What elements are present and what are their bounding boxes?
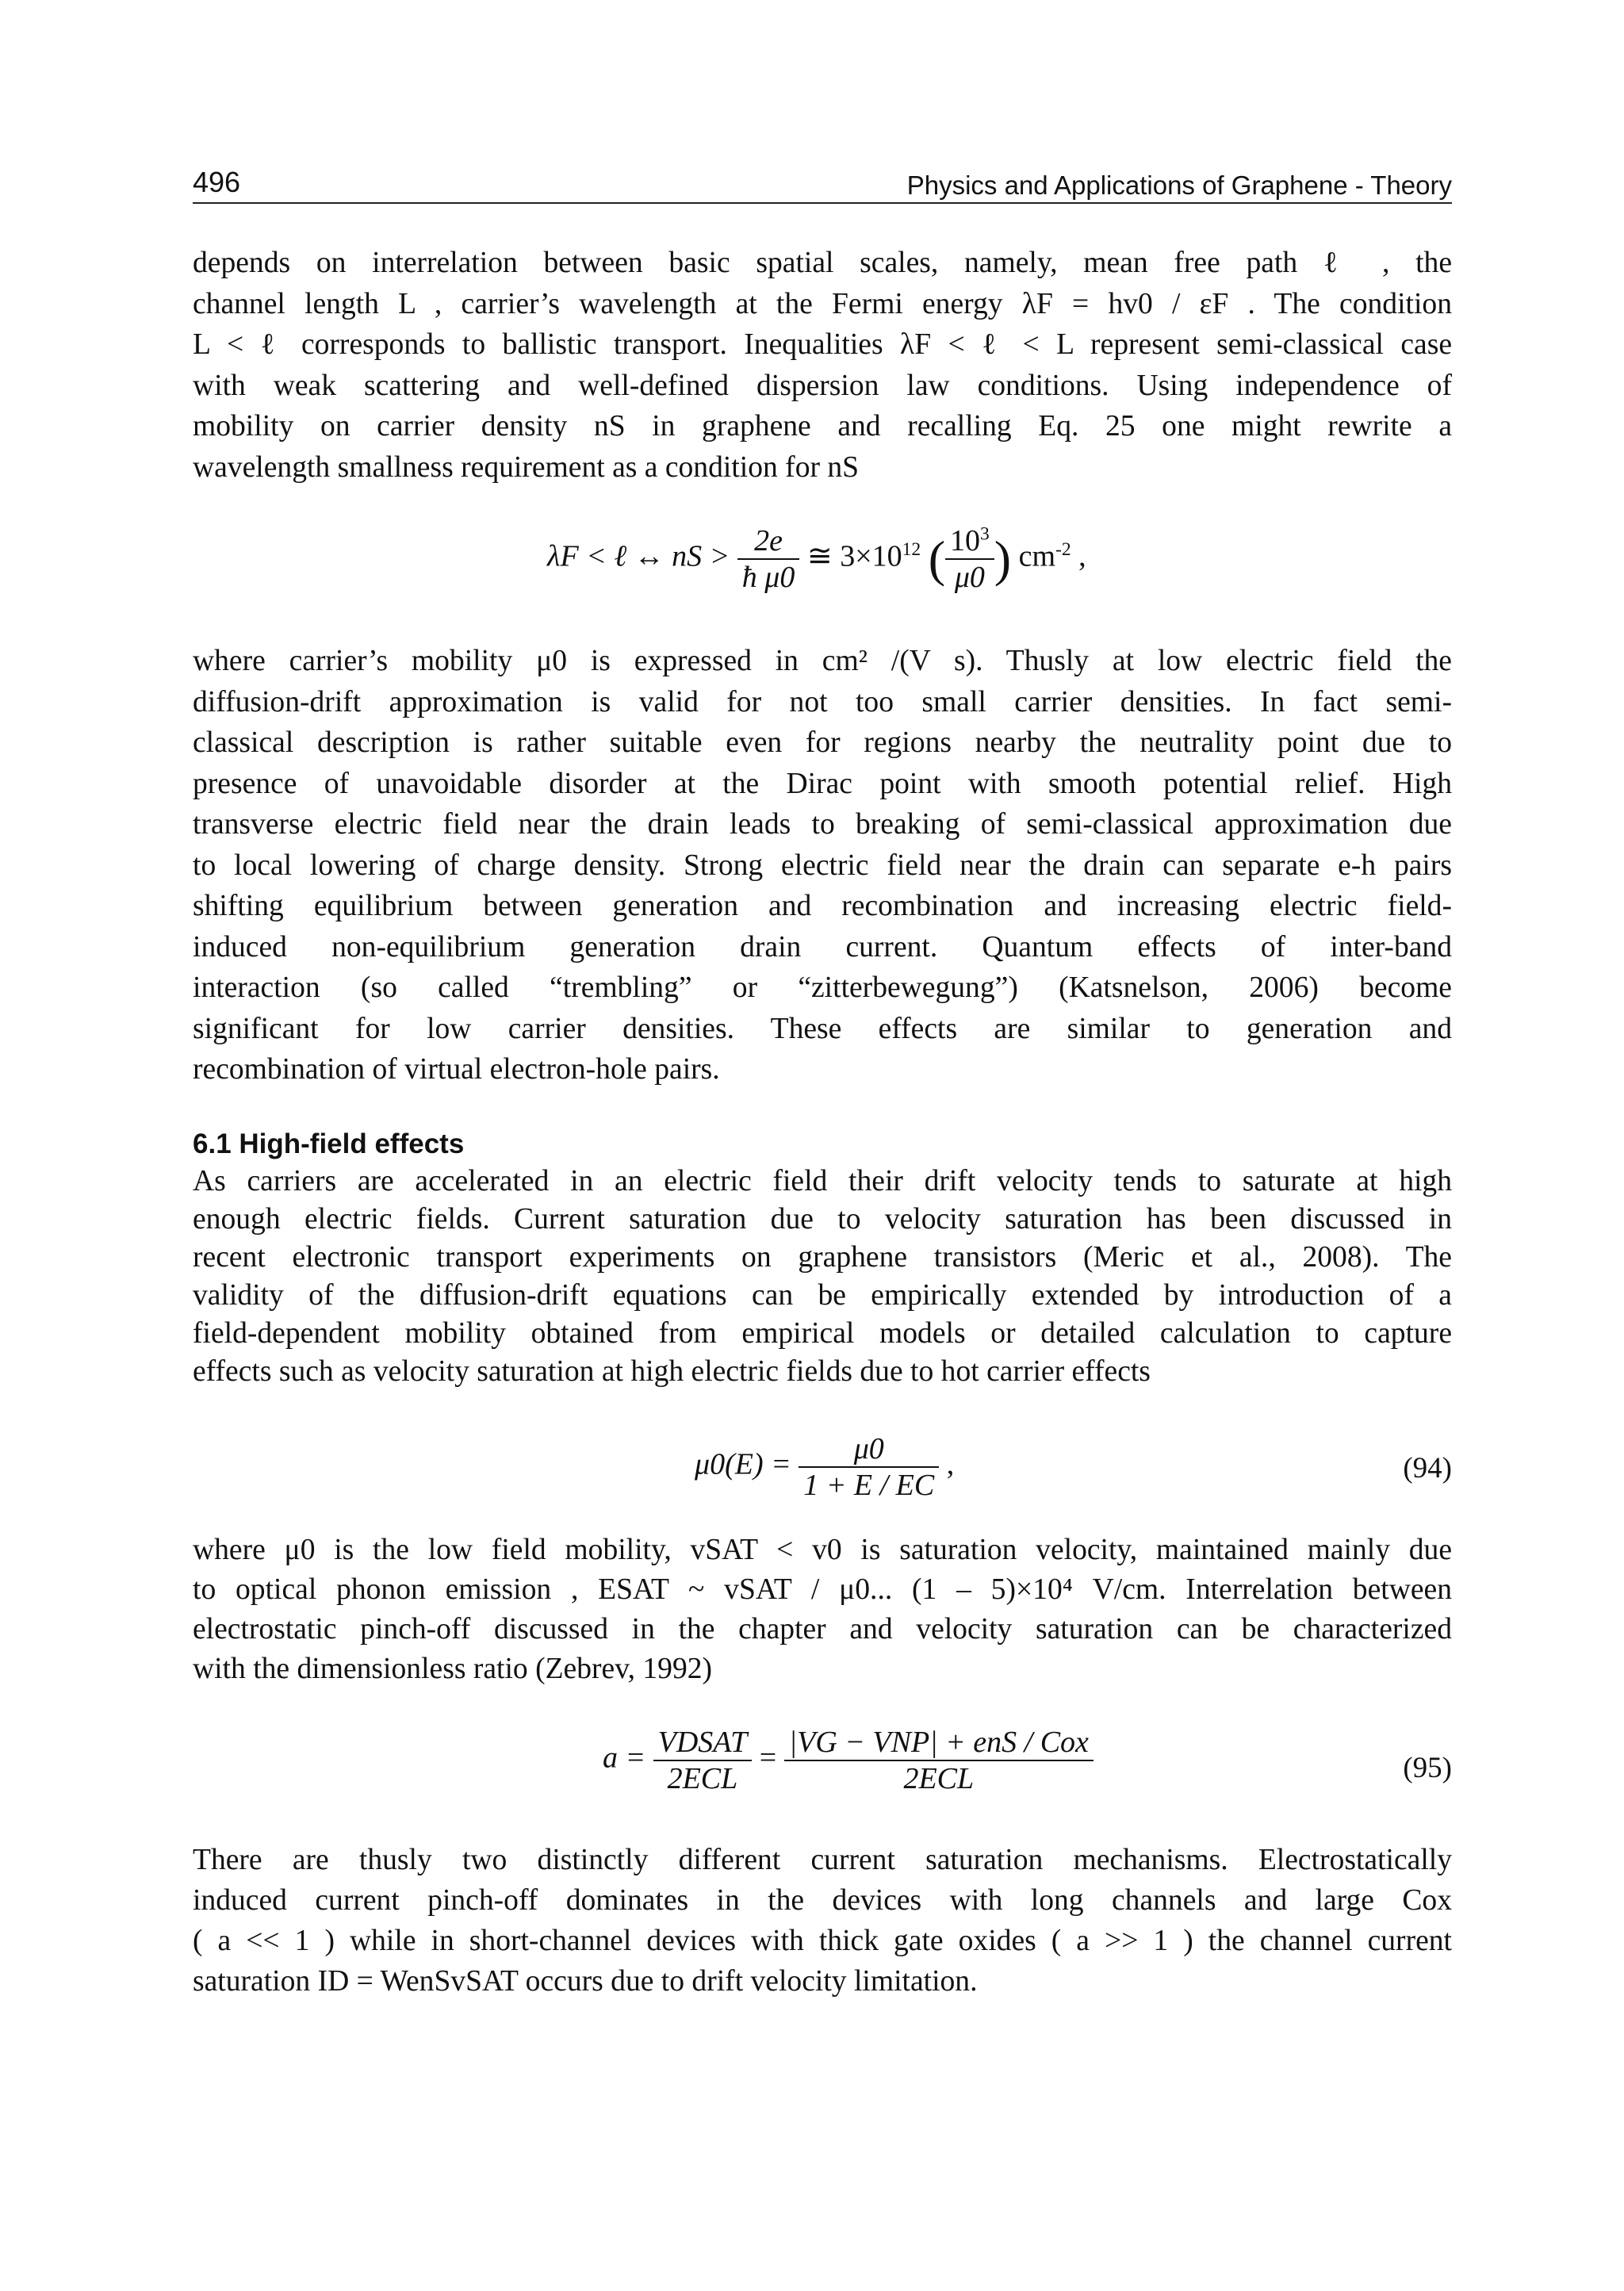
paragraph-saturation <box>193 1531 1452 1689</box>
fraction-numerator: |VG − VNP| + enS / Cox <box>784 1725 1094 1761</box>
text-line: with weak scattering and well-defined dispersion law conditions. Using independence of <box>193 369 1452 402</box>
text-line: diffusion-drift approximation is valid for not too small carrier densities. In fact semi- <box>193 685 1452 718</box>
text-line: L < ℓ corresponds to ballistic transport. Inequalities λF < ℓ < L represent semi-classical case <box>193 328 1452 361</box>
fraction-numerator: $10^3$ <box>945 523 994 560</box>
equation-fraction <box>945 523 994 595</box>
equation-number: (95) <box>1403 1752 1452 1784</box>
text-line: classical description is rather suitable even for regions nearby the neutrality point due to <box>193 726 1452 759</box>
text-line: transverse electric field near the drain leads to breaking of semi-classical approximation due <box>193 808 1452 841</box>
text-line: effects such as velocity saturation at high electric fields due to hot carrier effects <box>193 1355 1151 1388</box>
text-line: electrostatic pinch-off discussed in the chapter and velocity saturation can be characterized <box>193 1613 1452 1645</box>
text-line: induced current pinch-off dominates in the devices with long channels and large Cox <box>193 1884 1452 1917</box>
text-line: validity of the diffusion-drift equations can be empirically extended by introduction of a <box>193 1279 1452 1312</box>
fraction-numerator: 2e <box>737 523 800 560</box>
text-line: where μ0 is the low field mobility, vSAT < v0 is saturation velocity, maintained mainly due <box>193 1534 1452 1566</box>
equation-tail: , <box>1078 539 1086 573</box>
equation-fraction <box>653 1725 753 1796</box>
fraction-numerator: μ0 <box>799 1431 939 1468</box>
paragraph-mechanisms <box>193 1840 1452 2002</box>
text-line: mobility on carrier density nS in graphene and recalling Eq. 25 one might rewrite a <box>193 410 1452 442</box>
equation-tail: , <box>946 1447 955 1481</box>
text-line: saturation ID = WenSvSAT occurs due to drift velocity limitation. <box>193 1965 978 1998</box>
fraction-denominator: ħ μ0 <box>741 561 795 594</box>
left-paren: ( <box>928 531 946 587</box>
equation-number: (94) <box>1403 1452 1452 1485</box>
equation-fraction <box>799 1431 939 1503</box>
equation-lhs: a = <box>603 1741 646 1775</box>
text-line: field-dependent mobility obtained from empirical models or detailed calculation to capture <box>193 1317 1452 1350</box>
text-line: with the dimensionless ratio (Zebrev, 1992) <box>193 1653 713 1685</box>
equation-fraction <box>784 1725 1094 1796</box>
equation-lhs: λF < ℓ ↔ nS > <box>547 539 730 573</box>
equation-equals: = <box>759 1741 777 1775</box>
text-line: ( a << 1 ) while in short-channel devices with thick gate oxides ( a >> 1 ) the channel current <box>193 1925 1452 1957</box>
equation-unit: cm <box>1018 539 1056 573</box>
text-line: enough electric fields. Current saturation due to velocity saturation has been discussed in <box>193 1203 1452 1236</box>
right-paren: ) <box>994 531 1012 587</box>
text-line: presence of unavoidable disorder at the Dirac point with smooth potential relief. High <box>193 767 1452 800</box>
text-line: recent electronic transport experiments on graphene transistors (Meric et al., 2008). The <box>193 1241 1452 1274</box>
text-line: recombination of virtual electron-hole pairs. <box>193 1053 720 1086</box>
text-line: to optical phonon emission , ESAT ~ vSAT / μ0... (1 – 5)×10⁴ V/cm. Interrelation between <box>193 1573 1452 1606</box>
equation-density-threshold <box>547 523 1086 595</box>
paragraph-mobility <box>193 641 1452 1090</box>
equation-approx: ≅ 3×10 <box>806 539 902 573</box>
text-line: significant for low carrier densities. These effects are similar to generation and <box>193 1012 1452 1045</box>
page-header <box>193 163 1452 204</box>
equation-unit-exponent: -2 <box>1055 539 1071 561</box>
fraction-denominator: 1 + E / EC <box>803 1469 935 1502</box>
equation-95 <box>603 1725 1094 1796</box>
equation-exponent: 12 <box>902 539 921 561</box>
fraction-denominator: 2ECL <box>667 1762 738 1795</box>
text-line: There are thusly two distinctly different current saturation mechanisms. Electrostatically <box>193 1844 1452 1876</box>
page-number: 496 <box>193 166 241 198</box>
text-line: channel length L , carrier’s wavelength at the Fermi energy λF = hv0 / εF . The condition <box>193 287 1452 320</box>
running-title: Physics and Applications of Graphene - Theory <box>906 170 1452 200</box>
text-line: to local lowering of charge density. Strong electric field near the drain can separate e-h pairs <box>193 849 1452 882</box>
text-line: depends on interrelation between basic spatial scales, namely, mean free path ℓ , the <box>193 247 1452 279</box>
fraction-denominator: μ0 <box>954 561 985 594</box>
equation-lhs: μ0(E) = <box>695 1447 791 1481</box>
text-line: where carrier’s mobility μ0 is expressed in cm² /(V s). Thusly at low electric field the <box>193 645 1452 677</box>
fraction-denominator: 2ECL <box>903 1762 975 1795</box>
text-line: As carriers are accelerated in an electric field their drift velocity tends to saturate at high <box>193 1165 1452 1197</box>
text-line: interaction (so called “trembling” or “zitterbewegung”) (Katsnelson, 2006) become <box>193 971 1452 1004</box>
equation-fraction <box>737 523 800 595</box>
paragraph-high-field <box>193 1163 1452 1391</box>
section-heading: 6.1 High-field effects <box>193 1128 465 1159</box>
text-line: shifting equilibrium between generation and recombination and increasing electric field- <box>193 890 1452 922</box>
text-line: induced non-equilibrium generation drain current. Quantum effects of inter-band <box>193 930 1452 964</box>
equation-94 <box>695 1431 954 1503</box>
paragraph-scales <box>193 243 1452 488</box>
text-line: wavelength smallness requirement as a condition for nS <box>193 450 860 484</box>
fraction-numerator: VDSAT <box>653 1725 753 1761</box>
